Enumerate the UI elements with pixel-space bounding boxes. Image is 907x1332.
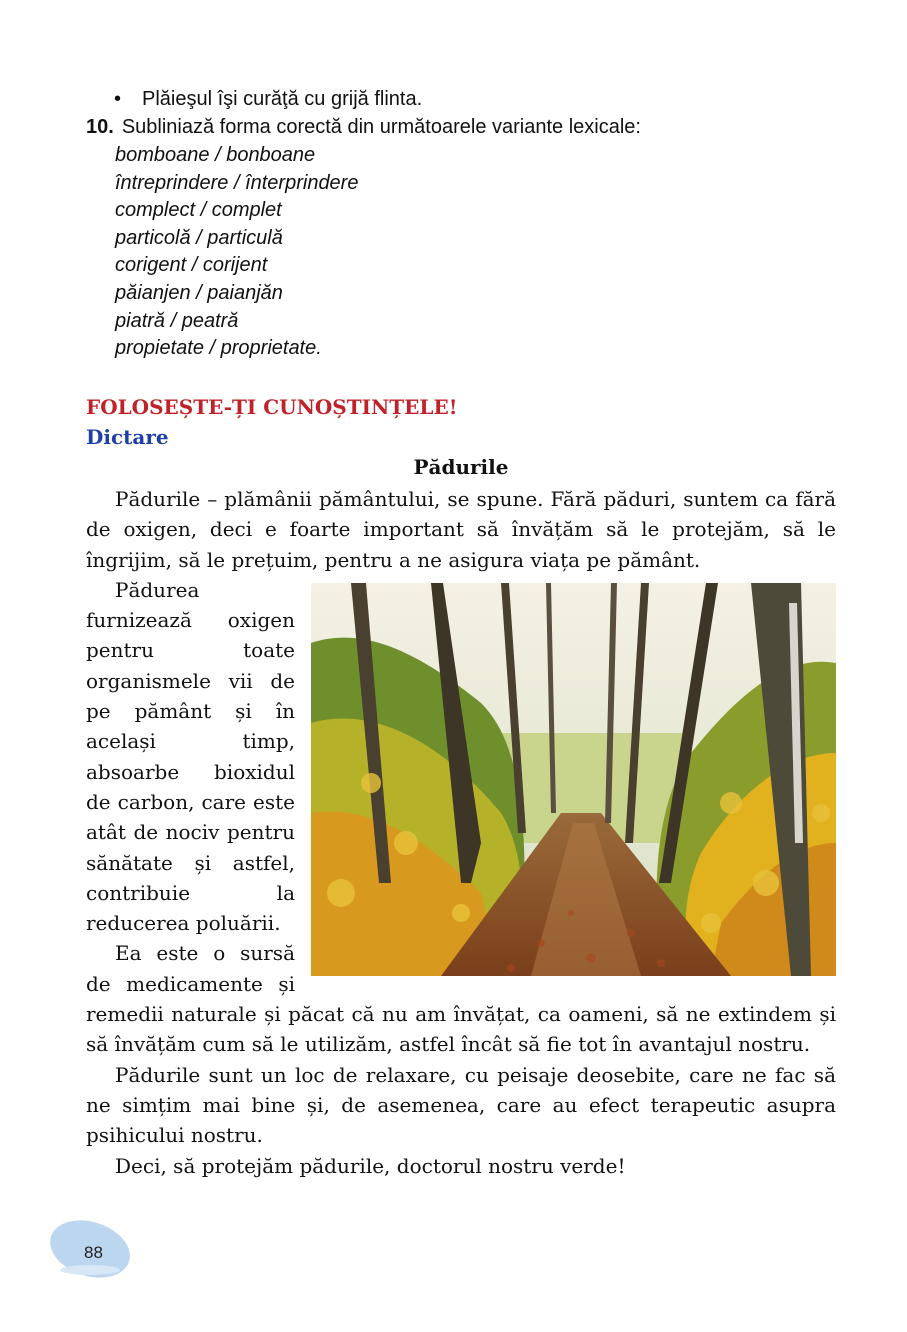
page-number: 88	[84, 1243, 103, 1262]
dictation-title: Pădurile	[413, 455, 509, 479]
paragraph: Pădurea furnizează oxigen pentru toate organismele vii de pe pământ și în același timp, absoarbe bioxidul de carbon, care este atât de nociv pentru sănătate și astfel, contribuie la reducerea poluării.	[86, 577, 295, 936]
variant-item: complect / complet	[115, 199, 282, 222]
exercise-10-instruction	[86, 116, 641, 139]
instruction-text: Subliniază forma corectă din următoarele variante lexicale:	[121, 116, 641, 138]
exercise-9-last-sentence	[114, 88, 422, 111]
paragraph: Ea este o sursă de medicamente și remedii naturale și păcat că nu am învățat, ca oameni, să ne extindem și să învățăm cum să le utilizăm, astfel încât să fie tot în avantajul nostru.	[86, 941, 836, 1057]
dictation-text	[86, 484, 836, 1181]
variant-item: particolă / particulă	[115, 226, 283, 249]
paragraph: Deci, să protejăm pădurile, doctorul nostru verde!	[115, 1153, 626, 1178]
variant-item: piatră / peatră	[115, 309, 239, 332]
paragraph: Pădurile – plămânii pământului, se spune. Fără păduri, suntem ca fără de oxigen, deci e foarte important să învățăm să le protejăm, să le îngrijim, să le prețuim, pentru a ne asigura viața pe pământ.	[86, 487, 836, 572]
section-subheading: Dictare	[86, 425, 169, 449]
paragraph: Pădurile sunt un loc de relaxare, cu peisaje deosebite, care ne fac să ne simțim mai bine și, de asemenea, care au efect terapeutic asupra psihicului nostru.	[86, 1062, 836, 1148]
sentence-text: Plăieşul îşi curăţă cu grijă flinta.	[142, 88, 423, 110]
variant-item: întreprindere / înterprindere	[115, 171, 359, 194]
variant-item: păianjen / paianjăn	[115, 281, 283, 304]
variant-item: bomboane / bonboane	[115, 144, 316, 166]
lexical-variants-list	[115, 142, 358, 363]
forest-path-photo	[311, 583, 836, 976]
variant-item: propietate / proprietate.	[115, 337, 322, 360]
exercise-number: 10.	[86, 116, 114, 138]
forest-illustration	[311, 583, 836, 976]
variant-item: corigent / corijent	[115, 254, 268, 277]
bullet-marker: •	[114, 88, 122, 110]
section-heading: FOLOSEȘTE-ȚI CUNOȘTINȚELE!	[86, 395, 458, 419]
